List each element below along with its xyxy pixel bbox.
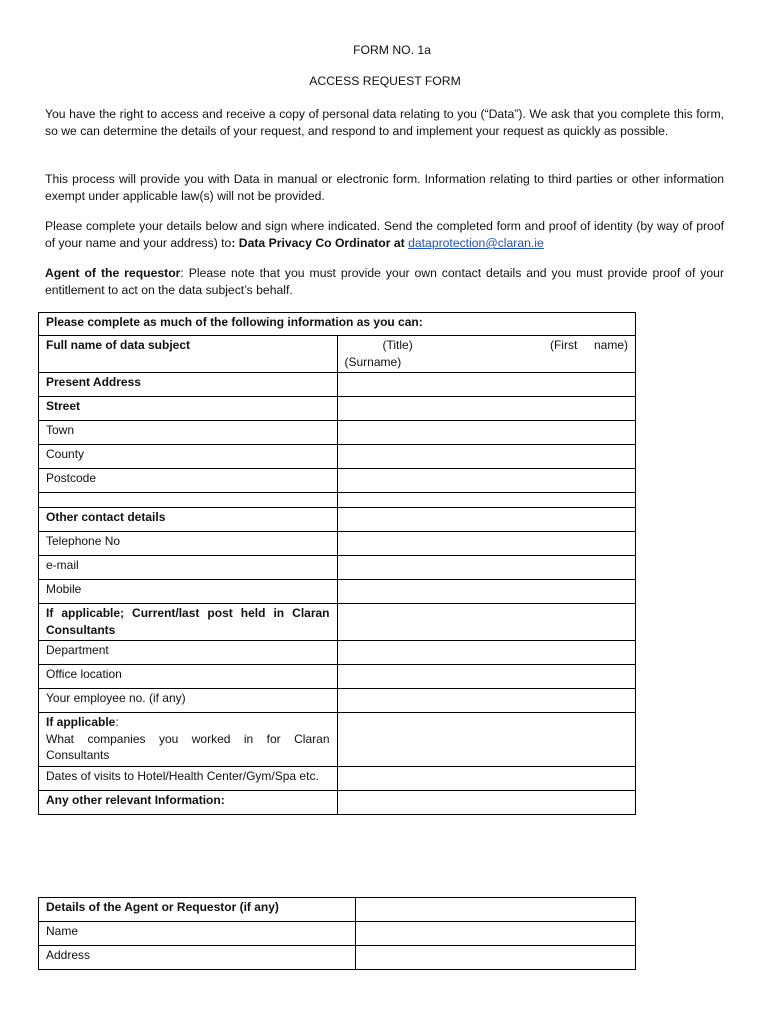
if-applicable-colon: : [115,715,119,729]
full-name-field[interactable] [337,336,636,373]
agent-heading: Details of the Agent or Requestor (if any) [39,898,356,922]
email-field[interactable] [337,556,636,580]
agent-address-field[interactable] [356,946,636,970]
email-label: e-mail [39,556,338,580]
surname-hint: (Surname) [344,354,402,369]
post-held-field[interactable] [337,604,636,641]
office-location-label: Office location [39,665,338,689]
street-label: Street [39,397,338,421]
department-field[interactable] [337,641,636,665]
street-field[interactable] [337,397,636,421]
companies-label [39,713,338,767]
agent-note-paragraph [45,265,724,299]
telephone-field[interactable] [337,532,636,556]
form-title: ACCESS REQUEST FORM [309,74,461,88]
instructions-text: Please complete your details below and sign where indicated. Send the completed form and proof of identity (by way of proof of your name and your address) to [45,219,724,250]
spacer-row [39,493,338,508]
form-number: FORM NO. 1a [353,43,431,57]
if-applicable-label: If applicable [46,715,116,729]
intro-paragraph-instructions [45,218,724,252]
other-contact-label: Other contact details [39,508,338,532]
full-name-label: Full name of data subject [39,336,338,373]
department-label: Department [39,641,338,665]
other-contact-field[interactable] [337,508,636,532]
telephone-label: Telephone No [39,532,338,556]
dates-visits-label: Dates of visits to Hotel/Health Center/Gym/Spa etc. [39,766,338,790]
spacer-field[interactable] [337,493,636,508]
postcode-field[interactable] [337,469,636,493]
post-held-label: If applicable; Current/last post held in Claran Consultants [39,604,338,641]
email-link[interactable]: dataprotection@claran.ie [408,236,544,250]
first-name-hint: (First name) [549,338,628,352]
agent-heading-field[interactable] [356,898,636,922]
employee-no-label: Your employee no. (if any) [39,689,338,713]
intro-paragraph-rights: You have the right to access and receive a copy of personal data relating to you (“Data”). We ask that you complete this form, so we can determine the details of your request, and respond to and implement your request as quickly as possible. [45,107,724,138]
town-label: Town [39,421,338,445]
other-info-label: Any other relevant Information: [39,790,338,814]
mobile-label: Mobile [39,580,338,604]
employee-no-field[interactable] [337,689,636,713]
mobile-field[interactable] [337,580,636,604]
county-label: County [39,445,338,469]
data-privacy-coordinator: Data Privacy Co Ordinator at [238,236,409,250]
agent-note-text: : Please note that you must provide your own contact details and you must provide proof of your entitlement to act on the data subject’s behalf. [45,266,725,297]
present-address-label: Present Address [39,373,338,397]
postcode-label: Postcode [39,469,338,493]
dates-visits-field[interactable] [337,766,636,790]
town-field[interactable] [337,421,636,445]
agent-name-label: Name [39,922,356,946]
companies-text: What companies you worked in for Claran Consultants [46,731,330,762]
instructions-colon: : [231,236,239,250]
agent-address-label: Address [39,946,356,970]
agent-note-label: Agent of the requestor [45,266,181,280]
data-subject-table [38,312,636,815]
table-heading: Please complete as much of the following information as you can: [39,313,636,336]
title-hint: (Title) [382,338,413,352]
agent-table [38,897,636,970]
present-address-field[interactable] [337,373,636,397]
office-location-field[interactable] [337,665,636,689]
companies-field[interactable] [337,713,636,767]
intro-paragraph-process: This process will provide you with Data in manual or electronic form. Information relating to third parties or other information exempt under applicable law(s) will not be provided. [45,172,724,203]
agent-name-field[interactable] [356,922,636,946]
county-field[interactable] [337,445,636,469]
other-info-field[interactable] [337,790,636,814]
